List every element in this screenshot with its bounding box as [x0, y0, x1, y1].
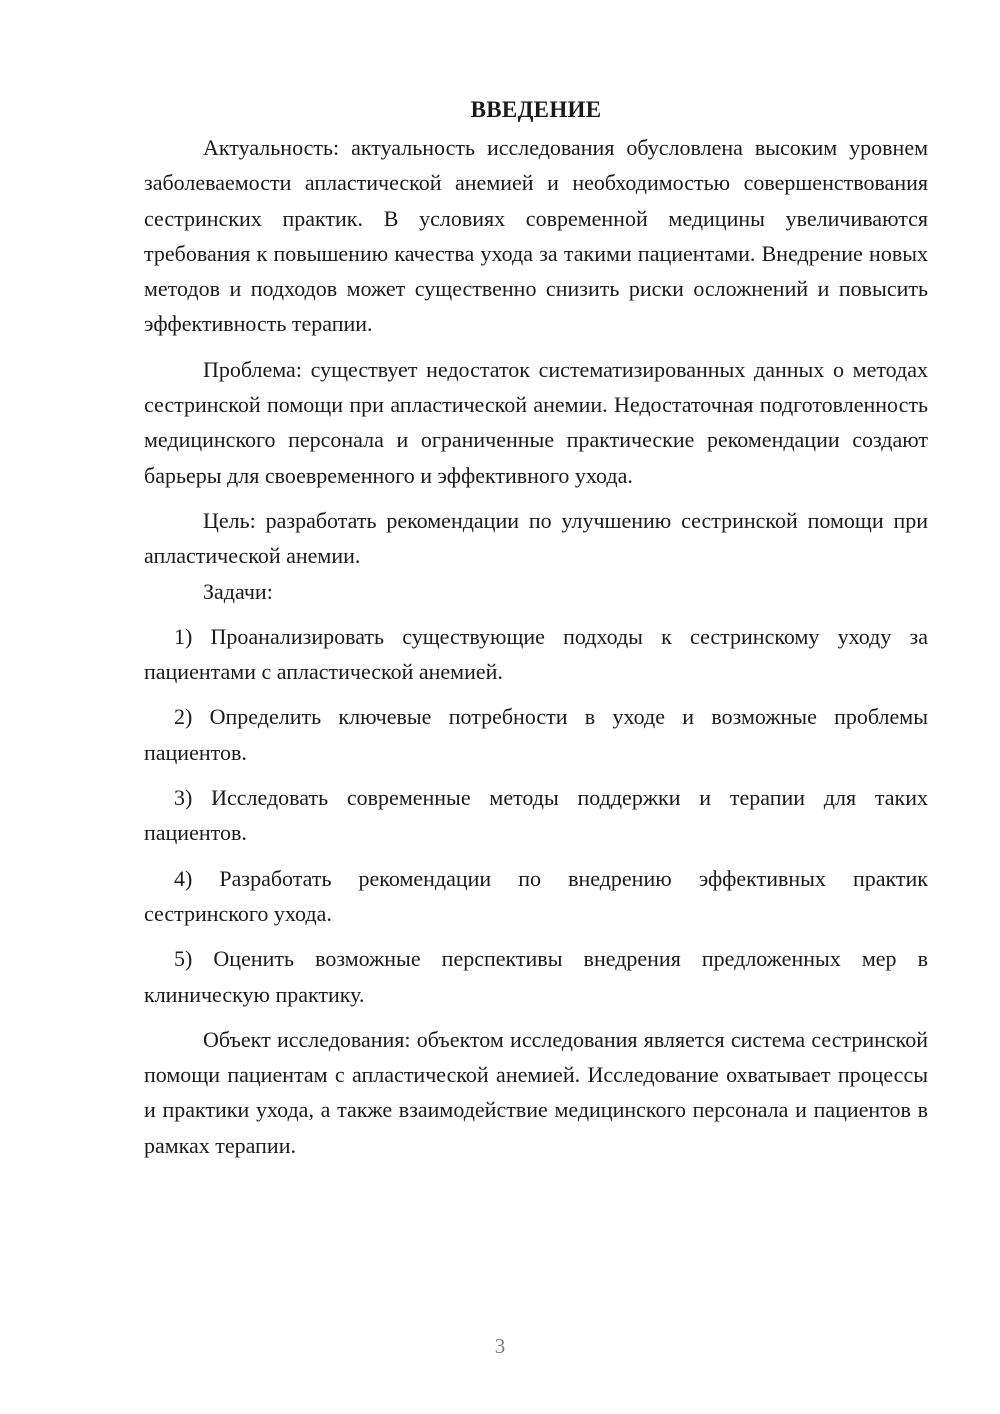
- paragraph-relevance: Актуальность: актуальность исследования обусловлена высоким уровнем заболеваемости апластической анемией и необходимостью совершенствования сестринских практик. В условиях современной медицины увеличиваются требования к повышению качества ухода за такими пациентами. Внедрение новых методов и подходов может существенно снизить риски осложнений и повысить эффективность терапии.: [144, 135, 928, 337]
- paragraph-goal: Цель: разработать рекомендации по улучшению сестринской помощи при апластической анемии.: [144, 507, 928, 569]
- tasks-list: [144, 619, 928, 1012]
- task-item: 5) Оценить возможные перспективы внедрения предложенных мер в клиническую практику.: [144, 946, 928, 1007]
- task-item: 1) Проанализировать существующие подходы к сестринскому уходу за пациентами с апластической анемией.: [144, 623, 928, 685]
- document-page: [144, 92, 928, 1163]
- task-item: 3) Исследовать современные методы поддержки и терапии для таких пациентов.: [144, 785, 928, 846]
- task-item: 2) Определить ключевые потребности в уходе и возможные проблемы пациентов.: [144, 704, 928, 765]
- paragraph-problem: Проблема: существует недостаток систематизированных данных о методах сестринской помощи при апластической анемии. Недостаточная подготовленность медицинского персонала и ограниченные практические рекомендации создают барьеры для своевременного и эффективного ухода.: [144, 356, 928, 488]
- tasks-label: Задачи:: [203, 578, 273, 604]
- page-title: ВВЕДЕНИЕ: [470, 97, 602, 122]
- task-item: 4) Разработать рекомендации по внедрению эффективных практик сестринского ухода.: [144, 865, 928, 926]
- page-number: 3: [494, 1334, 506, 1358]
- paragraph-object: Объект исследования: объектом исследования является система сестринской помощи пациентам с апластической анемией. Исследование охватывает процессы и практики ухода, а также взаимодействие медицинского персонала и пациентов в рамках терапии.: [144, 1026, 928, 1158]
